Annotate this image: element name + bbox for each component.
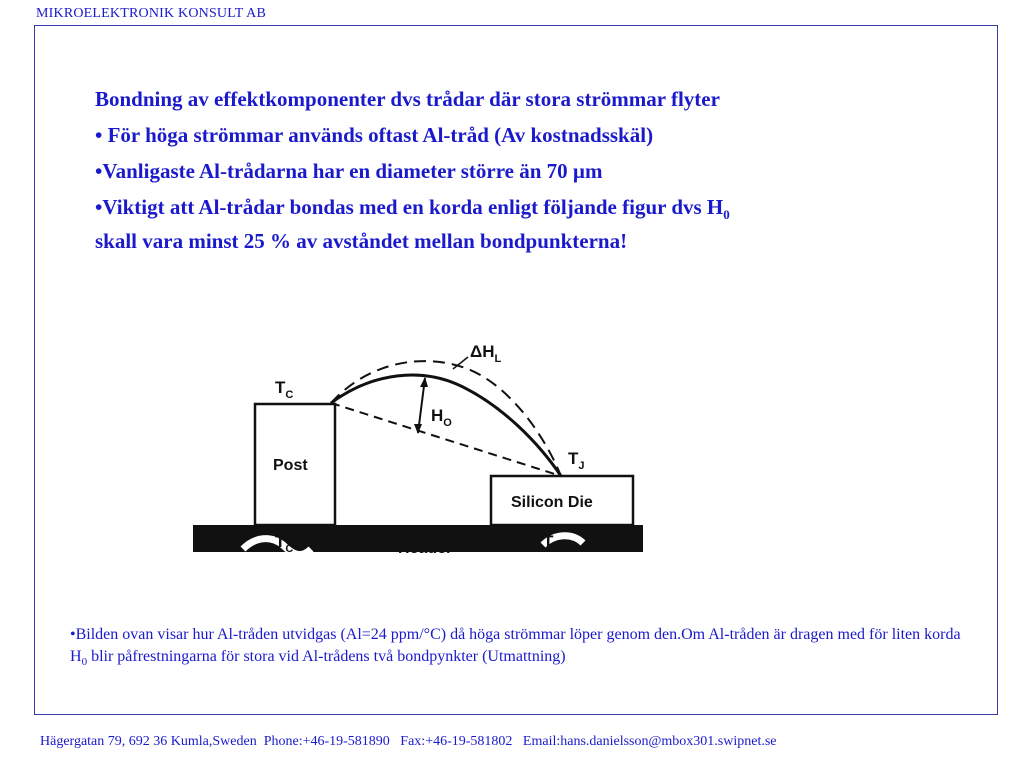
bullet-chord: [95, 194, 895, 254]
bullet-chord-text: •Viktigt att Al-trådar bondas med en korda enligt följande figur dvs H: [95, 195, 724, 219]
t2-label: $T_2$: [543, 532, 560, 555]
company-name: MIKROELEKTRONIK KONSULT AB: [36, 6, 266, 21]
header-label: Header: [398, 540, 453, 557]
figure-caption: [70, 624, 980, 673]
bullet-chord-text-2: skall vara minst 25 % av avståndet mellan bondpunkterna!: [95, 229, 628, 254]
tj-label: $T_J$: [568, 449, 585, 472]
bullet-diameter: •Vanligaste Al-trådarna har en diameter större än 70 µm: [95, 159, 603, 183]
tc-bottom-label: $T_C$: [275, 532, 294, 555]
tc-top-label: $T_C$: [275, 378, 294, 401]
heading-bullet: Bondning av effektkomponenter dvs trådar där stora strömmar flyter: [95, 87, 720, 111]
bullet-al-wire: • För höga strömmar används oftast Al-tråd (Av kostnadsskäl): [95, 123, 654, 147]
bullet-list: [95, 86, 895, 264]
bond-wire-figure: [163, 307, 680, 577]
post-label: Post: [273, 457, 308, 474]
h0-label: $H_O$: [431, 406, 452, 429]
chord-line: [331, 403, 561, 476]
caption-text: •Bilden ovan visar hur Al-tråden utvidgas (Al=24 ppm/°C) då höga strömmar löper genom den.Om Al-tråden är dragen med för liten korda H: [70, 626, 961, 665]
caption-text-2: blir påfrestningarna för stora vid Al-trådens två bondpynkter (Utmattning): [87, 648, 566, 665]
footer-contact: Hägergatan 79, 692 36 Kumla,Sweden Phone:+46-19-581890 Fax:+46-19-581802 Email:hans.danielsson@mbox301.swipnet.se: [40, 734, 777, 749]
delta-hl-label: $\Delta H_L$: [470, 342, 502, 365]
bond-wire-diagram: [163, 307, 680, 577]
bullet-chord-subscript: 0: [723, 207, 730, 223]
caption-subscript: 0: [81, 656, 88, 669]
silicon-die-label: Silicon Die: [511, 494, 593, 511]
